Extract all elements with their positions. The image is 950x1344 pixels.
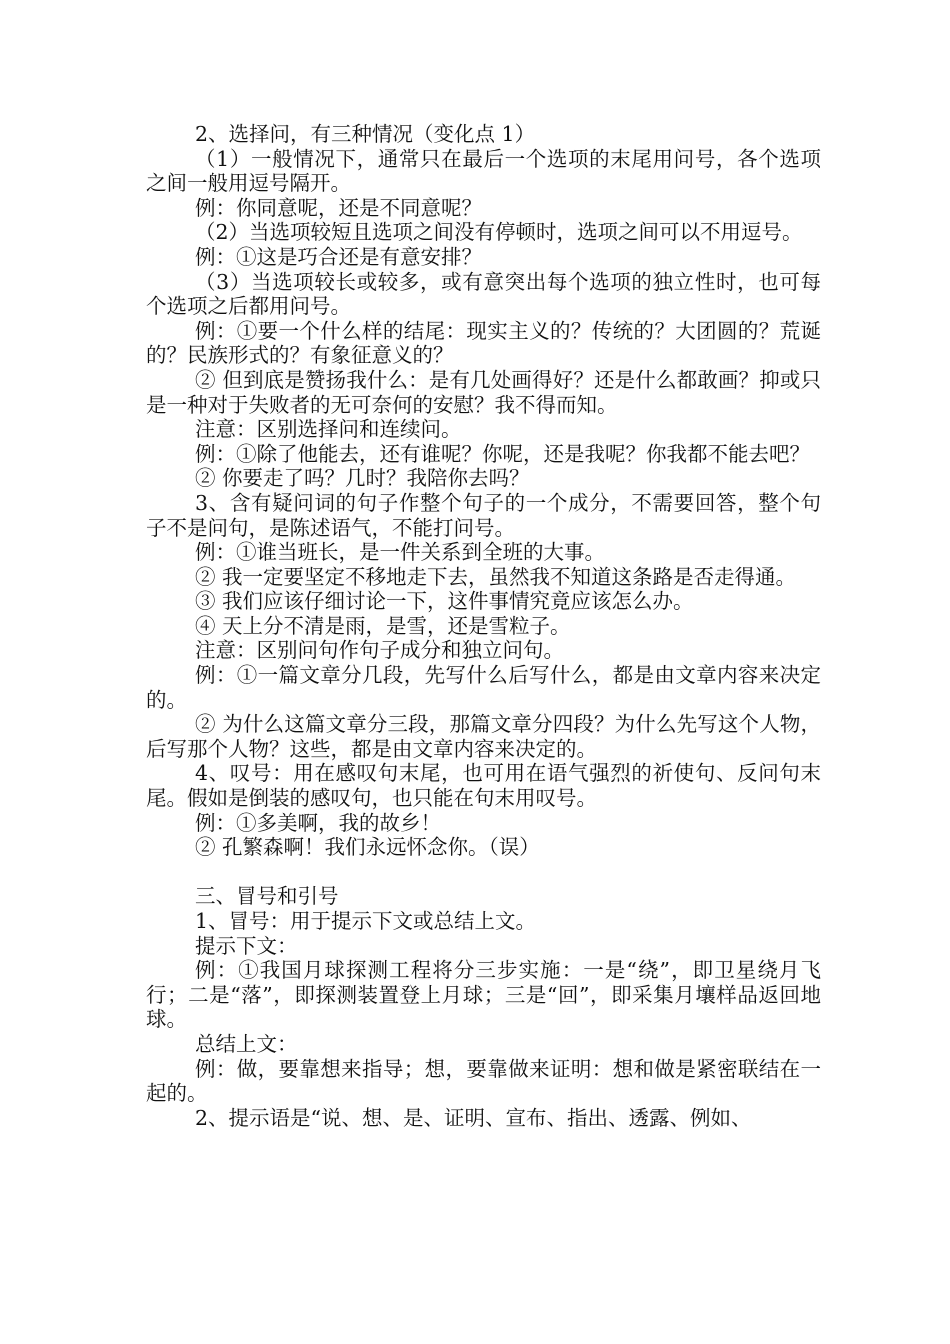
- paragraph-22: ② 孔繁森啊！我们永远怀念你。（误）: [195, 835, 540, 860]
- paragraph-13: 例：①谁当班长，是一件关系到全班的大事。: [195, 540, 605, 565]
- paragraph-17: 注意：区别问句作句子成分和独立问句。: [195, 638, 564, 663]
- paragraph-19: ② 为什么这篇文章分三段，那篇文章分四段？为什么先写这个人物，后写那个人物？这些，都是由文章内容来决定的。: [146, 712, 821, 761]
- paragraph-2: （1）一般情况下，通常只在最后一个选项的末尾用问号，各个选项之间一般用逗号隔开。: [146, 146, 821, 196]
- paragraph-24: 1、冒号：用于提示下文或总结上文。: [195, 909, 537, 933]
- paragraph-4: （2）当选项较短且选项之间没有停顿时，选项之间可以不用逗号。: [195, 220, 803, 245]
- paragraph-8: ② 但到底是赞扬我什么：是有几处画得好？还是什么都敢画？抑或只是一种对于失败者的无可奈何的安慰？我不得而知。: [146, 367, 821, 417]
- paragraph-20: 4、叹号：用在感叹句末尾，也可用在语气强烈的祈使句、反问句末尾。假如是倒装的感叹句，也只能在句末用叹号。: [146, 761, 821, 811]
- paragraph-27: 总结上文：: [195, 1031, 298, 1056]
- paragraph-15: ③ 我们应该仔细讨论一下，这件事情究竟应该怎么办。: [195, 589, 694, 614]
- paragraph-3: 例：你同意呢，还是不同意呢？: [195, 195, 482, 220]
- section-heading: 三、冒号和引号: [195, 884, 339, 909]
- paragraph-16: ④ 天上分不清是雨，是雪，还是雪粒子。: [195, 613, 571, 638]
- paragraph-11: ② 你要走了吗？几时？我陪你去吗？: [195, 466, 530, 491]
- paragraph-18: 例：①一篇文章分几段，先写什么后写什么，都是由文章内容来决定的。: [146, 663, 821, 712]
- paragraph-5: 例：①这是巧合还是有意安排？: [195, 244, 482, 269]
- paragraph-7: 例：①要一个什么样的结尾：现实主义的？传统的？大团圆的？荒诞的？民族形式的？有象征意义的？: [146, 318, 821, 368]
- paragraph-29: 2、提示语是“说、想、是、证明、宣布、指出、透露、例如、: [195, 1105, 752, 1130]
- paragraph-6: （3）当选项较长或较多，或有意突出每个选项的独立性时，也可每个选项之后都用问号。: [146, 269, 821, 319]
- paragraph-1: 2、选择问，有三种情况（变化点 1）: [195, 122, 536, 146]
- paragraph-21: 例：①多美啊，我的故乡！: [195, 810, 441, 835]
- paragraph-10: 例：①除了他能去，还有谁呢？你呢，还是我呢？你我都不能去吧？: [195, 441, 810, 466]
- paragraph-26: 例：①我国月球探测工程将分三步实施：一是“绕”，即卫星绕月飞行；二是“落”，即探测装置登上月球；三是“回”，即采集月壤样品返回地球。: [146, 958, 821, 1032]
- paragraph-25: 提示下文：: [195, 933, 298, 958]
- paragraph-12: 3、含有疑问词的句子作整个句子的一个成分，不需要回答，整个句子不是问句，是陈述语气，不能打问号。: [146, 490, 821, 540]
- paragraph-9: 注意：区别选择问和连续问。: [195, 417, 462, 442]
- paragraph-28: 例：做，要靠想来指导；想，要靠做来证明：想和做是紧密联结在一起的。: [146, 1056, 821, 1106]
- blank-line: [146, 860, 821, 885]
- document-body: [146, 122, 821, 1130]
- paragraph-14: ② 我一定要坚定不移地走下去，虽然我不知道这条路是否走得通。: [195, 564, 797, 589]
